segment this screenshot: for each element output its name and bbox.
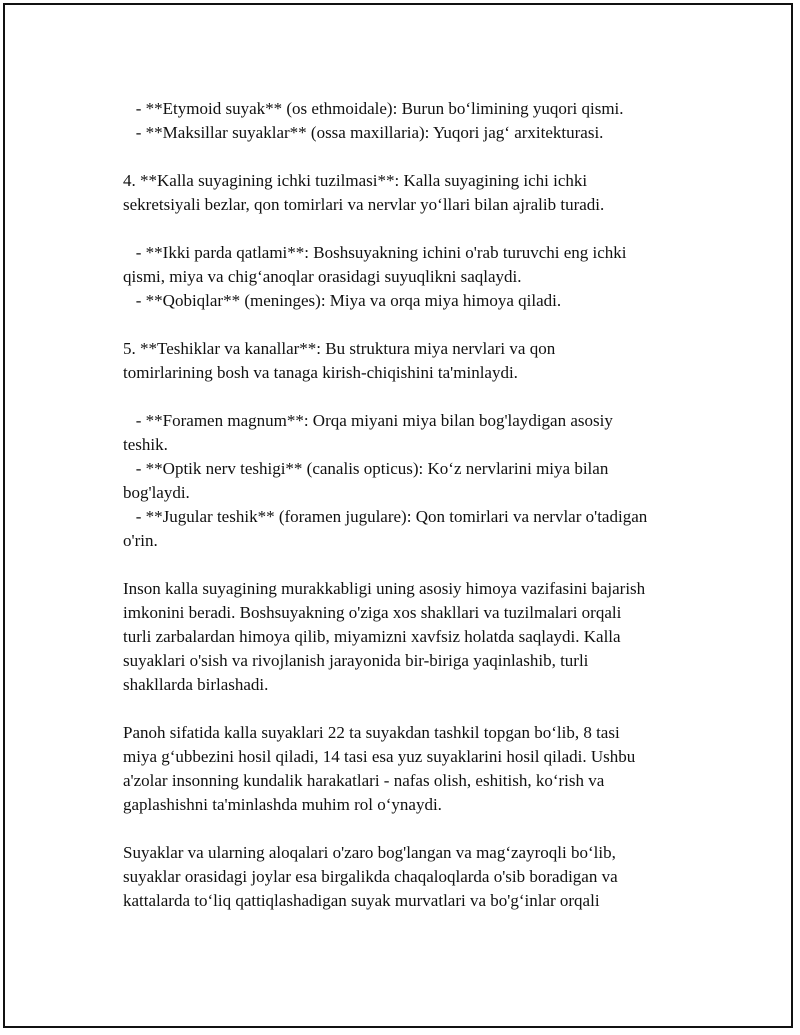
text-line: gaplashishni ta'minlashda muhim rol o‘ynaydi. <box>123 795 442 814</box>
text-line: - **Foramen magnum**: Orqa miyani miya bilan bog'laydigan asosiy <box>123 411 613 430</box>
text-line: - **Maksillar suyaklar** (ossa maxillaria): Yuqori jag‘ arxitekturasi. <box>123 123 604 142</box>
text-line: Suyaklar va ularning aloqalari o'zaro bog'langan va mag‘zayroqli bo‘lib, <box>123 843 616 862</box>
text-line: a'zolar insonning kundalik harakatlari - nafas olish, eshitish, ko‘rish va <box>123 771 605 790</box>
text-line: suyaklari o'sish va rivojlanish jarayonida bir-biriga yaqinlashib, turli <box>123 651 589 670</box>
text-line: tomirlarining bosh va tanaga kirish-chiqishini ta'minlaydi. <box>123 363 518 382</box>
text-line: turli zarbalardan himoya qilib, miyamizni xavfsiz holatda saqlaydi. Kalla <box>123 627 621 646</box>
text-line: 4. **Kalla suyagining ichki tuzilmasi**: Kalla suyagining ichi ichki <box>123 171 588 190</box>
text-line: - **Jugular teshik** (foramen jugulare): Qon tomirlari va nervlar o'tadigan <box>123 507 648 526</box>
text-line: suyaklar orasidagi joylar esa birgalikda chaqaloqlarda o'sib boradigan va <box>123 867 618 886</box>
text-line: miya g‘ubbezini hosil qiladi, 14 tasi esa yuz suyaklarini hosil qiladi. Ushbu <box>123 747 636 766</box>
text-line: shakllarda birlashadi. <box>123 675 269 694</box>
text-line: qismi, miya va chig‘anoqlar orasidagi suyuqlikni saqlaydi. <box>123 267 522 286</box>
paragraph-spacer <box>123 697 703 721</box>
text-line: Inson kalla suyagining murakkabligi uning asosiy himoya vazifasini bajarish <box>123 579 646 598</box>
text-line: sekretsiyali bezlar, qon tomirlari va nervlar yo‘llari bilan ajralib turadi. <box>123 195 605 214</box>
text-line: imkonini beradi. Boshsuyakning o'ziga xos shakllari va tuzilmalari orqali <box>123 603 622 622</box>
text-line: bog'laydi. <box>123 483 190 502</box>
page-frame <box>3 3 793 1028</box>
text-line: teshik. <box>123 435 168 454</box>
document-body <box>123 97 703 913</box>
text-line: - **Optik nerv teshigi** (canalis opticus): Ko‘z nervlarini miya bilan <box>123 459 609 478</box>
text-line: o'rin. <box>123 531 158 550</box>
paragraph-spacer <box>123 817 703 841</box>
text-line: Panoh sifatida kalla suyaklari 22 ta suyakdan tashkil topgan bo‘lib, 8 tasi <box>123 723 620 742</box>
text-line: 5. **Teshiklar va kanallar**: Bu struktura miya nervlari va qon <box>123 339 556 358</box>
paragraph-spacer <box>123 385 703 409</box>
text-line: - **Qobiqlar** (meninges): Miya va orqa miya himoya qiladi. <box>123 291 562 310</box>
paragraph-spacer <box>123 217 703 241</box>
paragraph-spacer <box>123 313 703 337</box>
paragraph-spacer <box>123 145 703 169</box>
text-line: kattalarda to‘liq qattiqlashadigan suyak murvatlari va bo'g‘inlar orqali <box>123 891 600 910</box>
paragraph-spacer <box>123 553 703 577</box>
text-line: - **Ikki parda qatlami**: Boshsuyakning ichini o'rab turuvchi eng ichki <box>123 243 627 262</box>
text-line: - **Etymoid suyak** (os ethmoidale): Burun bo‘limining yuqori qismi. <box>123 99 624 118</box>
